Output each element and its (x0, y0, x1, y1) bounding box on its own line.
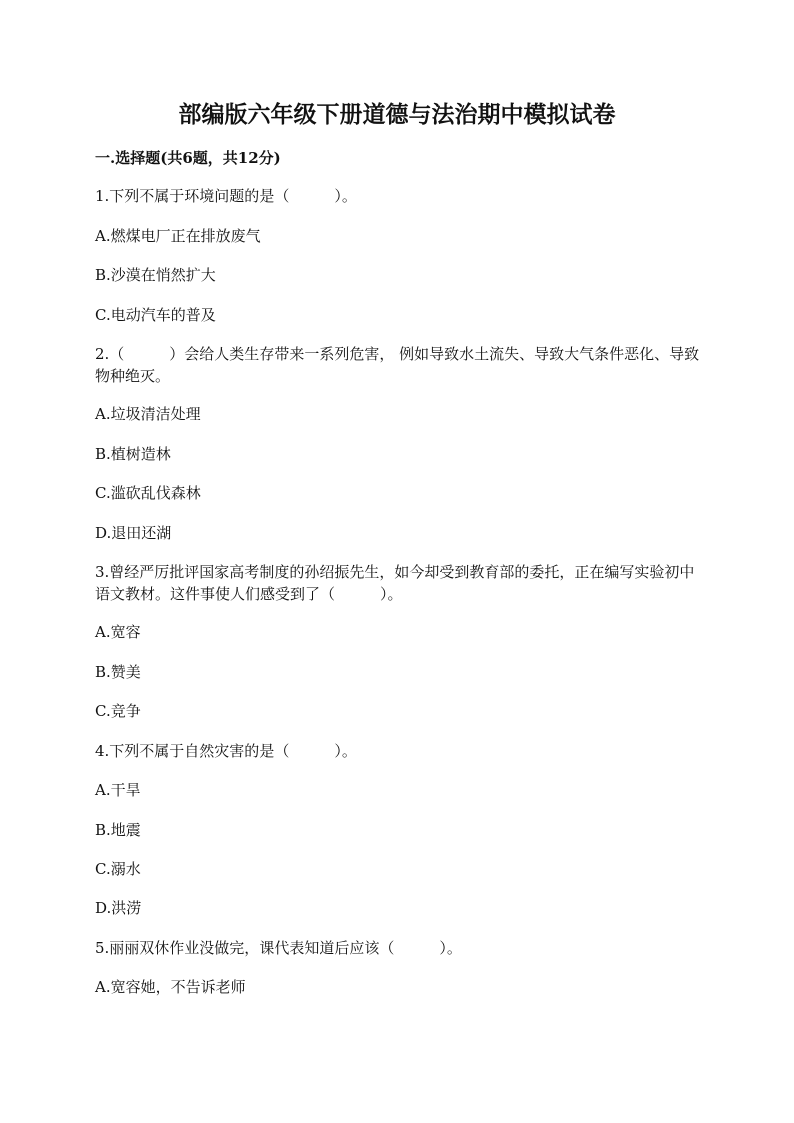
question-4-option-a: A.干旱 (95, 781, 141, 799)
question-4-stem: 4.下列不属于自然灾害的是（ ）。 (95, 742, 357, 760)
question-2-option-b: B.植树造林 (95, 445, 171, 463)
question-2-option-d: D.退田还湖 (95, 524, 172, 542)
question-5-option-a: A.宽容她，不告诉老师 (95, 978, 246, 996)
question-4-option-c: C.溺水 (95, 860, 141, 878)
question-4-option-d: D.洪涝 (95, 899, 142, 917)
question-1-option-a: A.燃煤电厂正在排放废气 (95, 227, 261, 245)
question-3-option-a: A.宽容 (95, 623, 141, 641)
question-2-option-a: A.垃圾清洁处理 (95, 405, 201, 423)
question-3-stem: 3.曾经严厉批评国家高考制度的孙绍振先生，如今却受到教育部的委托，正在编写实验初中语文教材。这件事使人们感受到了（ ）。 (95, 563, 695, 603)
question-5-stem: 5.丽丽双休作业没做完，课代表知道后应该（ ）。 (95, 939, 462, 957)
question-1-option-c: C.电动汽车的普及 (95, 306, 216, 324)
question-1-option-b: B.沙漠在悄然扩大 (95, 266, 216, 284)
question-4-option-b: B.地震 (95, 821, 141, 839)
question-3-option-b: B.赞美 (95, 663, 141, 681)
section-heading: 一.选择题(共6题，共12分) (95, 149, 281, 167)
question-2-option-c: C.滥砍乱伐森林 (95, 484, 201, 502)
question-1-stem: 1.下列不属于环境问题的是（ ）。 (95, 187, 357, 205)
question-2-stem: 2.（ ）会给人类生存带来一系列危害， 例如导致水土流失、导致大气条件恶化、导致物种绝灭。 (95, 345, 700, 385)
question-3-option-c: C.竞争 (95, 702, 141, 720)
exam-title: 部编版六年级下册道德与法治期中模拟试卷 (178, 101, 616, 128)
